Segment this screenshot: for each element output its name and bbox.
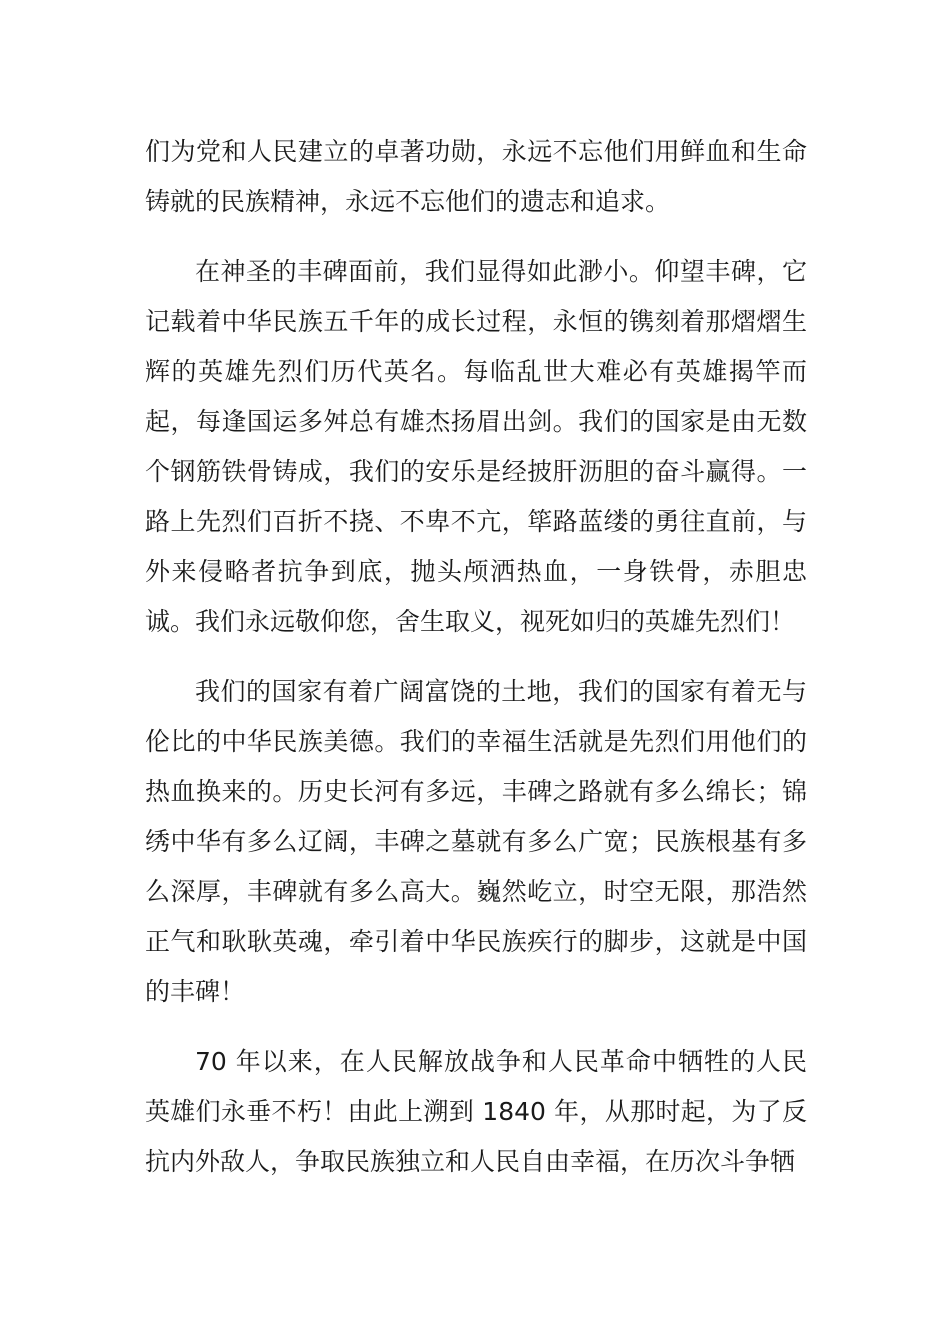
paragraph-2: 在神圣的丰碑面前，我们显得如此渺小。仰望丰碑，它记载着中华民族五千年的成长过程，永恒的镌刻着那熠熠生辉的英雄先烈们历代英名。每临乱世大难必有英雄揭竿而起，每逢国运多舛总有雄杰扬眉出剑。我们的国家是由无数个钢筋铁骨铸成，我们的安乐是经披肝沥胆的奋斗赢得。一路上先烈们百折不挠、不卑不亢，筚路蓝缕的勇往直前，与外来侵略者抗争到底，抛头颅洒热血，一身铁骨，赤胆忠诚。我们永远敬仰您，舍生取义，视死如归的英雄先烈们！	[145, 257, 807, 636]
paragraph-3: 我们的国家有着广阔富饶的土地，我们的国家有着无与伦比的中华民族美德。我们的幸福生活就是先烈们用他们的热血换来的。历史长河有多远，丰碑之路就有多么绵长；锦绣中华有多么辽阔，丰碑之墓就有多么广宽；民族根基有多么深厚，丰碑就有多么高大。巍然屹立，时空无限，那浩然正气和耿耿英魂，牵引着中华民族疾行的脚步，这就是中国的丰碑！	[145, 677, 807, 1006]
paragraph-1: 们为党和人民建立的卓著功勋，永远不忘他们用鲜血和生命铸就的民族精神，永远不忘他们的遗志和追求。	[145, 137, 807, 216]
paragraph-4: 70 年以来，在人民解放战争和人民革命中牺牲的人民英雄们永垂不朽！由此上溯到 1840 年，从那时起，为了反抗内外敌人，争取民族独立和人民自由幸福，在历次斗争牺	[145, 1047, 807, 1176]
document-body	[145, 127, 807, 1207]
